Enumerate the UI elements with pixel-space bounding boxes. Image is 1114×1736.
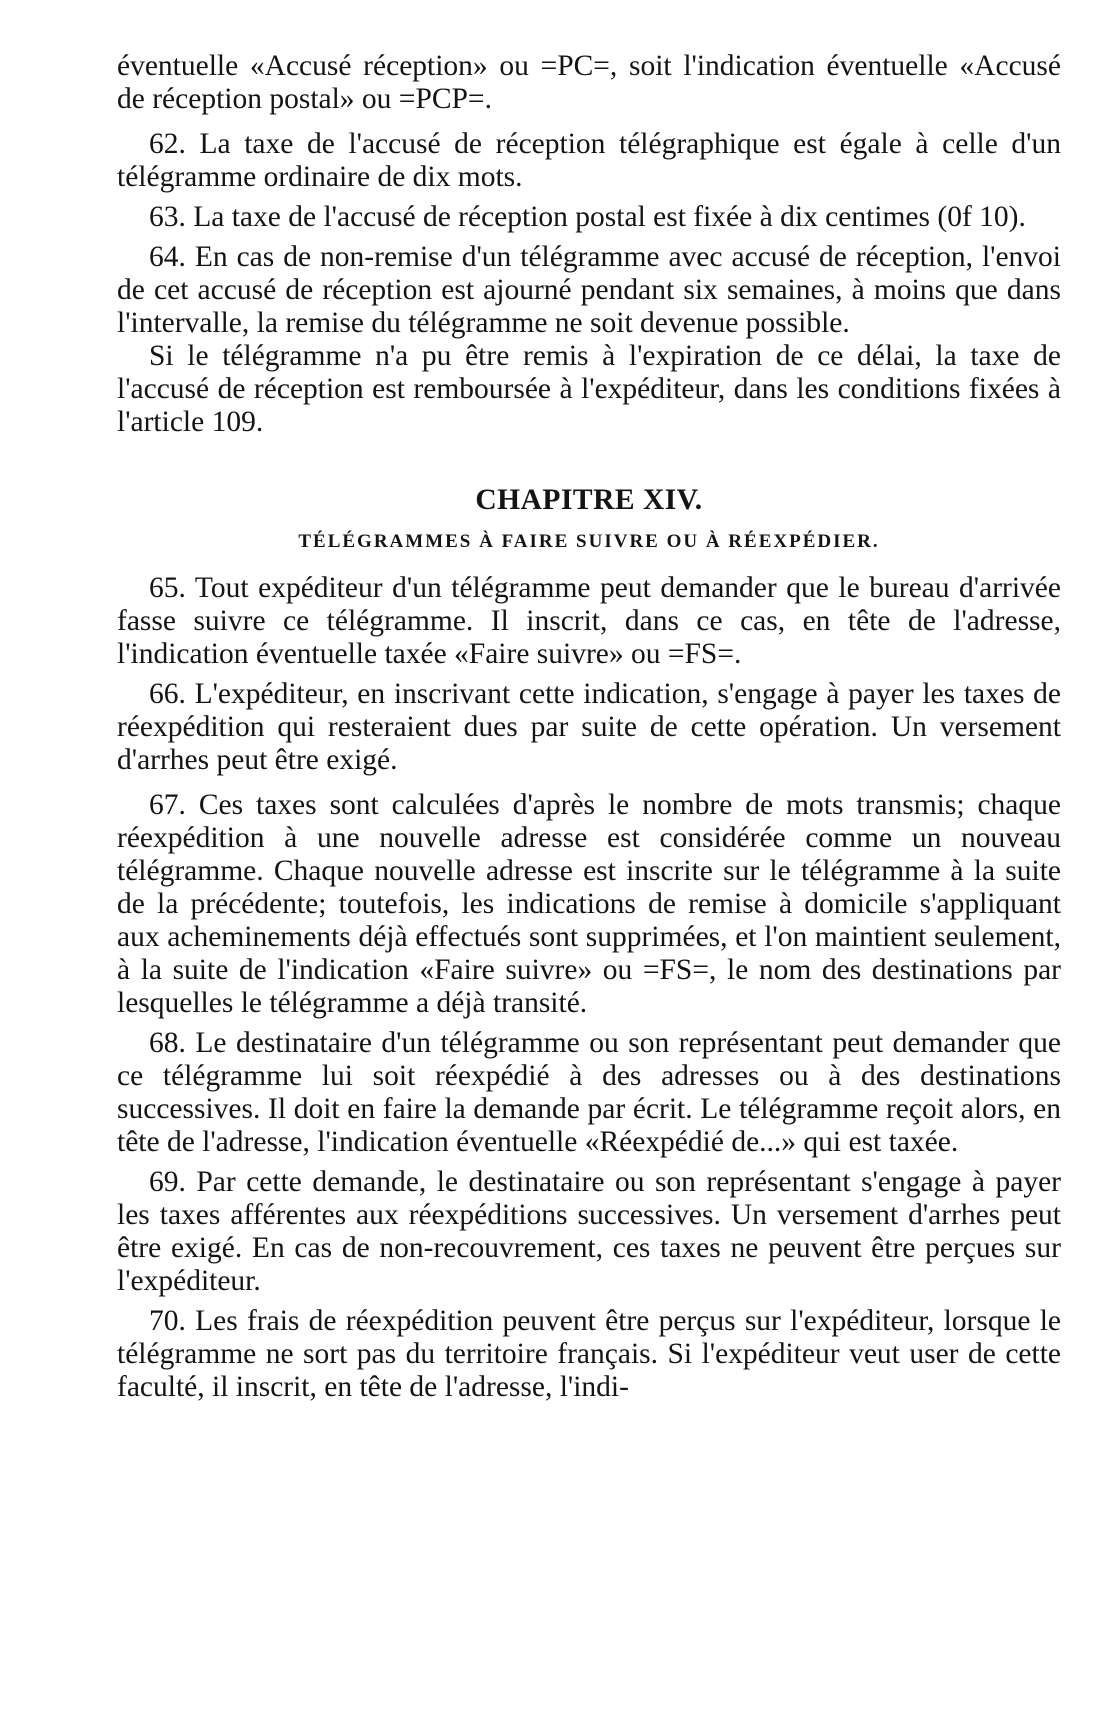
chapter-subtitle: TÉLÉGRAMMES À FAIRE SUIVRE OU À RÉEXPÉDIER. [298,531,880,552]
article-64-second-paragraph: Si le télégramme n'a pu être remis à l'expiration de ce délai, la taxe de l'accusé de réception est remboursée à l'expéditeur, dans les conditions fixées à l'article 109. [117,340,1061,438]
article-70: 70. Les frais de réexpédition peuvent être perçus sur l'expéditeur, lorsque le télégramme ne sort pas du territoire français. Si l'expéditeur veut user de cette faculté, il inscrit, en tête de l'adresse, l'indi- [117,1305,1061,1403]
article-67: 67. Ces taxes sont calculées d'après le nombre de mots transmis; chaque réexpédition à une nouvelle adresse est considérée comme un nouveau télégramme. Chaque nouvelle adresse est inscrite sur le télégramme à la suite de la précédente; toutefois, les indications de remise à domicile s'appliquant aux acheminements déjà effectués sont supprimées, et l'on maintient seulement, à la suite de l'indication «Faire suivre» ou =FS=, le nom des destinations par lesquelles le télégramme a déjà transité. [117,789,1061,1019]
article-64: 64. En cas de non-remise d'un télégramme avec accusé de réception, l'envoi de cet accusé de réception est ajourné pendant six semaines, à moins que dans l'intervalle, la remise du télégramme ne soit devenue possible. [117,241,1061,339]
article-65: 65. Tout expéditeur d'un télégramme peut demander que le bureau d'arrivée fasse suivre ce télégramme. Il inscrit, dans ce cas, en tête de l'adresse, l'indication éventuelle taxée «Faire suivre» ou =FS=. [117,572,1061,670]
article-62: 62. La taxe de l'accusé de réception télégraphique est égale à celle d'un télégramme ordinaire de dix mots. [117,128,1061,193]
chapter-title: CHAPITRE XIV. [475,484,703,516]
article-66: 66. L'expéditeur, en inscrivant cette indication, s'engage à payer les taxes de réexpédition qui resteraient dues par suite de cette opération. Un versement d'arrhes peut être exigé. [117,678,1061,776]
article-63: 63. La taxe de l'accusé de réception postal est fixée à dix centimes (0f 10). [149,201,1026,233]
document-page [117,50,1061,1404]
article-69: 69. Par cette demande, le destinataire ou son représentant s'engage à payer les taxes afférentes aux réexpéditions successives. Un versement d'arrhes peut être exigé. En cas de non-recouvrement, ces taxes ne peuvent être perçues sur l'expéditeur. [117,1166,1061,1297]
paragraph-continuation: éventuelle «Accusé réception» ou =PC=, soit l'indication éventuelle «Accusé de réception postal» ou =PCP=. [117,50,1061,115]
article-68: 68. Le destinataire d'un télégramme ou son représentant peut demander que ce télégramme lui soit réexpédié à des adresses ou à des destinations successives. Il doit en faire la demande par écrit. Le télégramme reçoit alors, en tête de l'adresse, l'indication éventuelle «Réexpédié de...» qui est taxée. [117,1027,1061,1158]
